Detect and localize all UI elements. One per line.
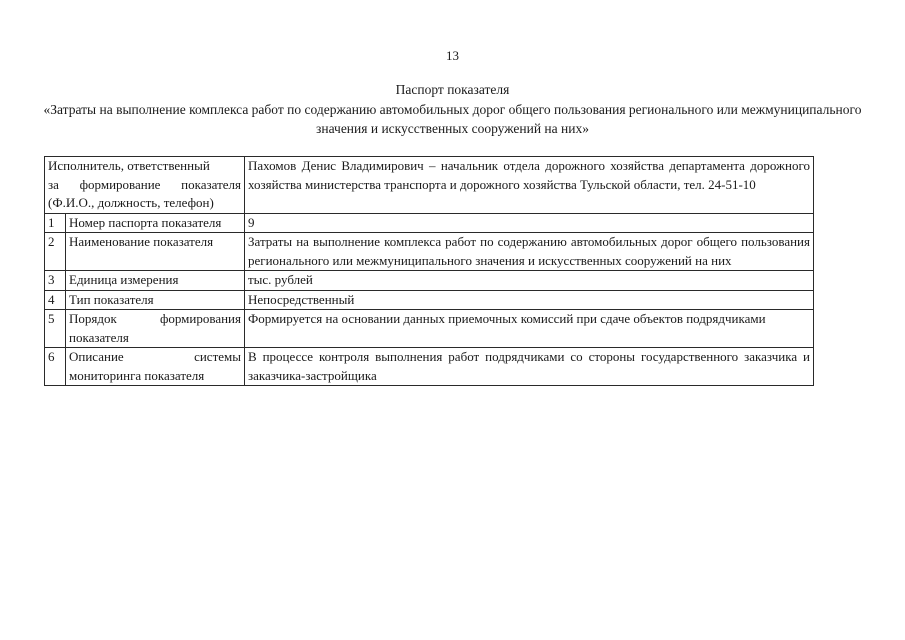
executor-value: Пахомов Денис Владимирович – начальник отдела дорожного хозяйства департамента дорожного хозяйства министерства транспорта и дорожного хозяйства Тульской области, тел. 24-51-10 — [245, 157, 814, 214]
row-number: 1 — [45, 213, 66, 233]
table-row — [45, 348, 814, 386]
row-number: 2 — [45, 233, 66, 271]
row-number: 6 — [45, 348, 66, 386]
executor-label-text-1: Исполнитель, ответственный — [48, 158, 210, 173]
row-value: Непосредственный — [245, 290, 814, 310]
row-value: В процессе контроля выполнения работ подрядчиками со стороны государственного заказчика и заказчика-застройщика — [245, 348, 814, 386]
executor-label-cell — [45, 157, 245, 214]
table-row — [45, 290, 814, 310]
row-value: Затраты на выполнение комплекса работ по содержанию автомобильных дорог общего пользования регионального или межмуниципального значения и искусственных сооружений на них — [245, 233, 814, 271]
table-row-executor — [45, 157, 814, 214]
table-row — [45, 310, 814, 348]
table-row — [45, 213, 814, 233]
row-value: тыс. рублей — [245, 271, 814, 291]
executor-label-line-1 — [48, 157, 241, 176]
row-value: Формируется на основании данных приемочных комиссий при сдаче объектов подрядчиками — [245, 310, 814, 348]
row-value: 9 — [245, 213, 814, 233]
table-row — [45, 271, 814, 291]
row-label: Тип показателя — [66, 290, 245, 310]
page-title: Паспорт показателя — [395, 82, 510, 97]
row-label: Номер паспорта показателя — [66, 213, 245, 233]
indicator-passport-table — [44, 156, 814, 386]
page-number: 13 — [446, 48, 459, 63]
row-label: Наименование показателя — [66, 233, 245, 271]
executor-label-line-3: (Ф.И.О., должность, телефон) — [48, 195, 214, 210]
executor-label-line-2: за формирование показателя — [48, 176, 241, 192]
row-label: Описание системы мониторинга показателя — [66, 348, 245, 386]
row-label: Единица измерения — [66, 271, 245, 291]
row-number: 4 — [45, 290, 66, 310]
table-row — [45, 233, 814, 271]
row-number: 3 — [45, 271, 66, 291]
row-label: Порядок формирования показателя — [66, 310, 245, 348]
page-subtitle: «Затраты на выполнение комплекса работ по содержанию автомобильных дорог общего пользования регионального или межмуниципального значения и искусственных сооружений на них» — [43, 102, 862, 136]
row-number: 5 — [45, 310, 66, 348]
